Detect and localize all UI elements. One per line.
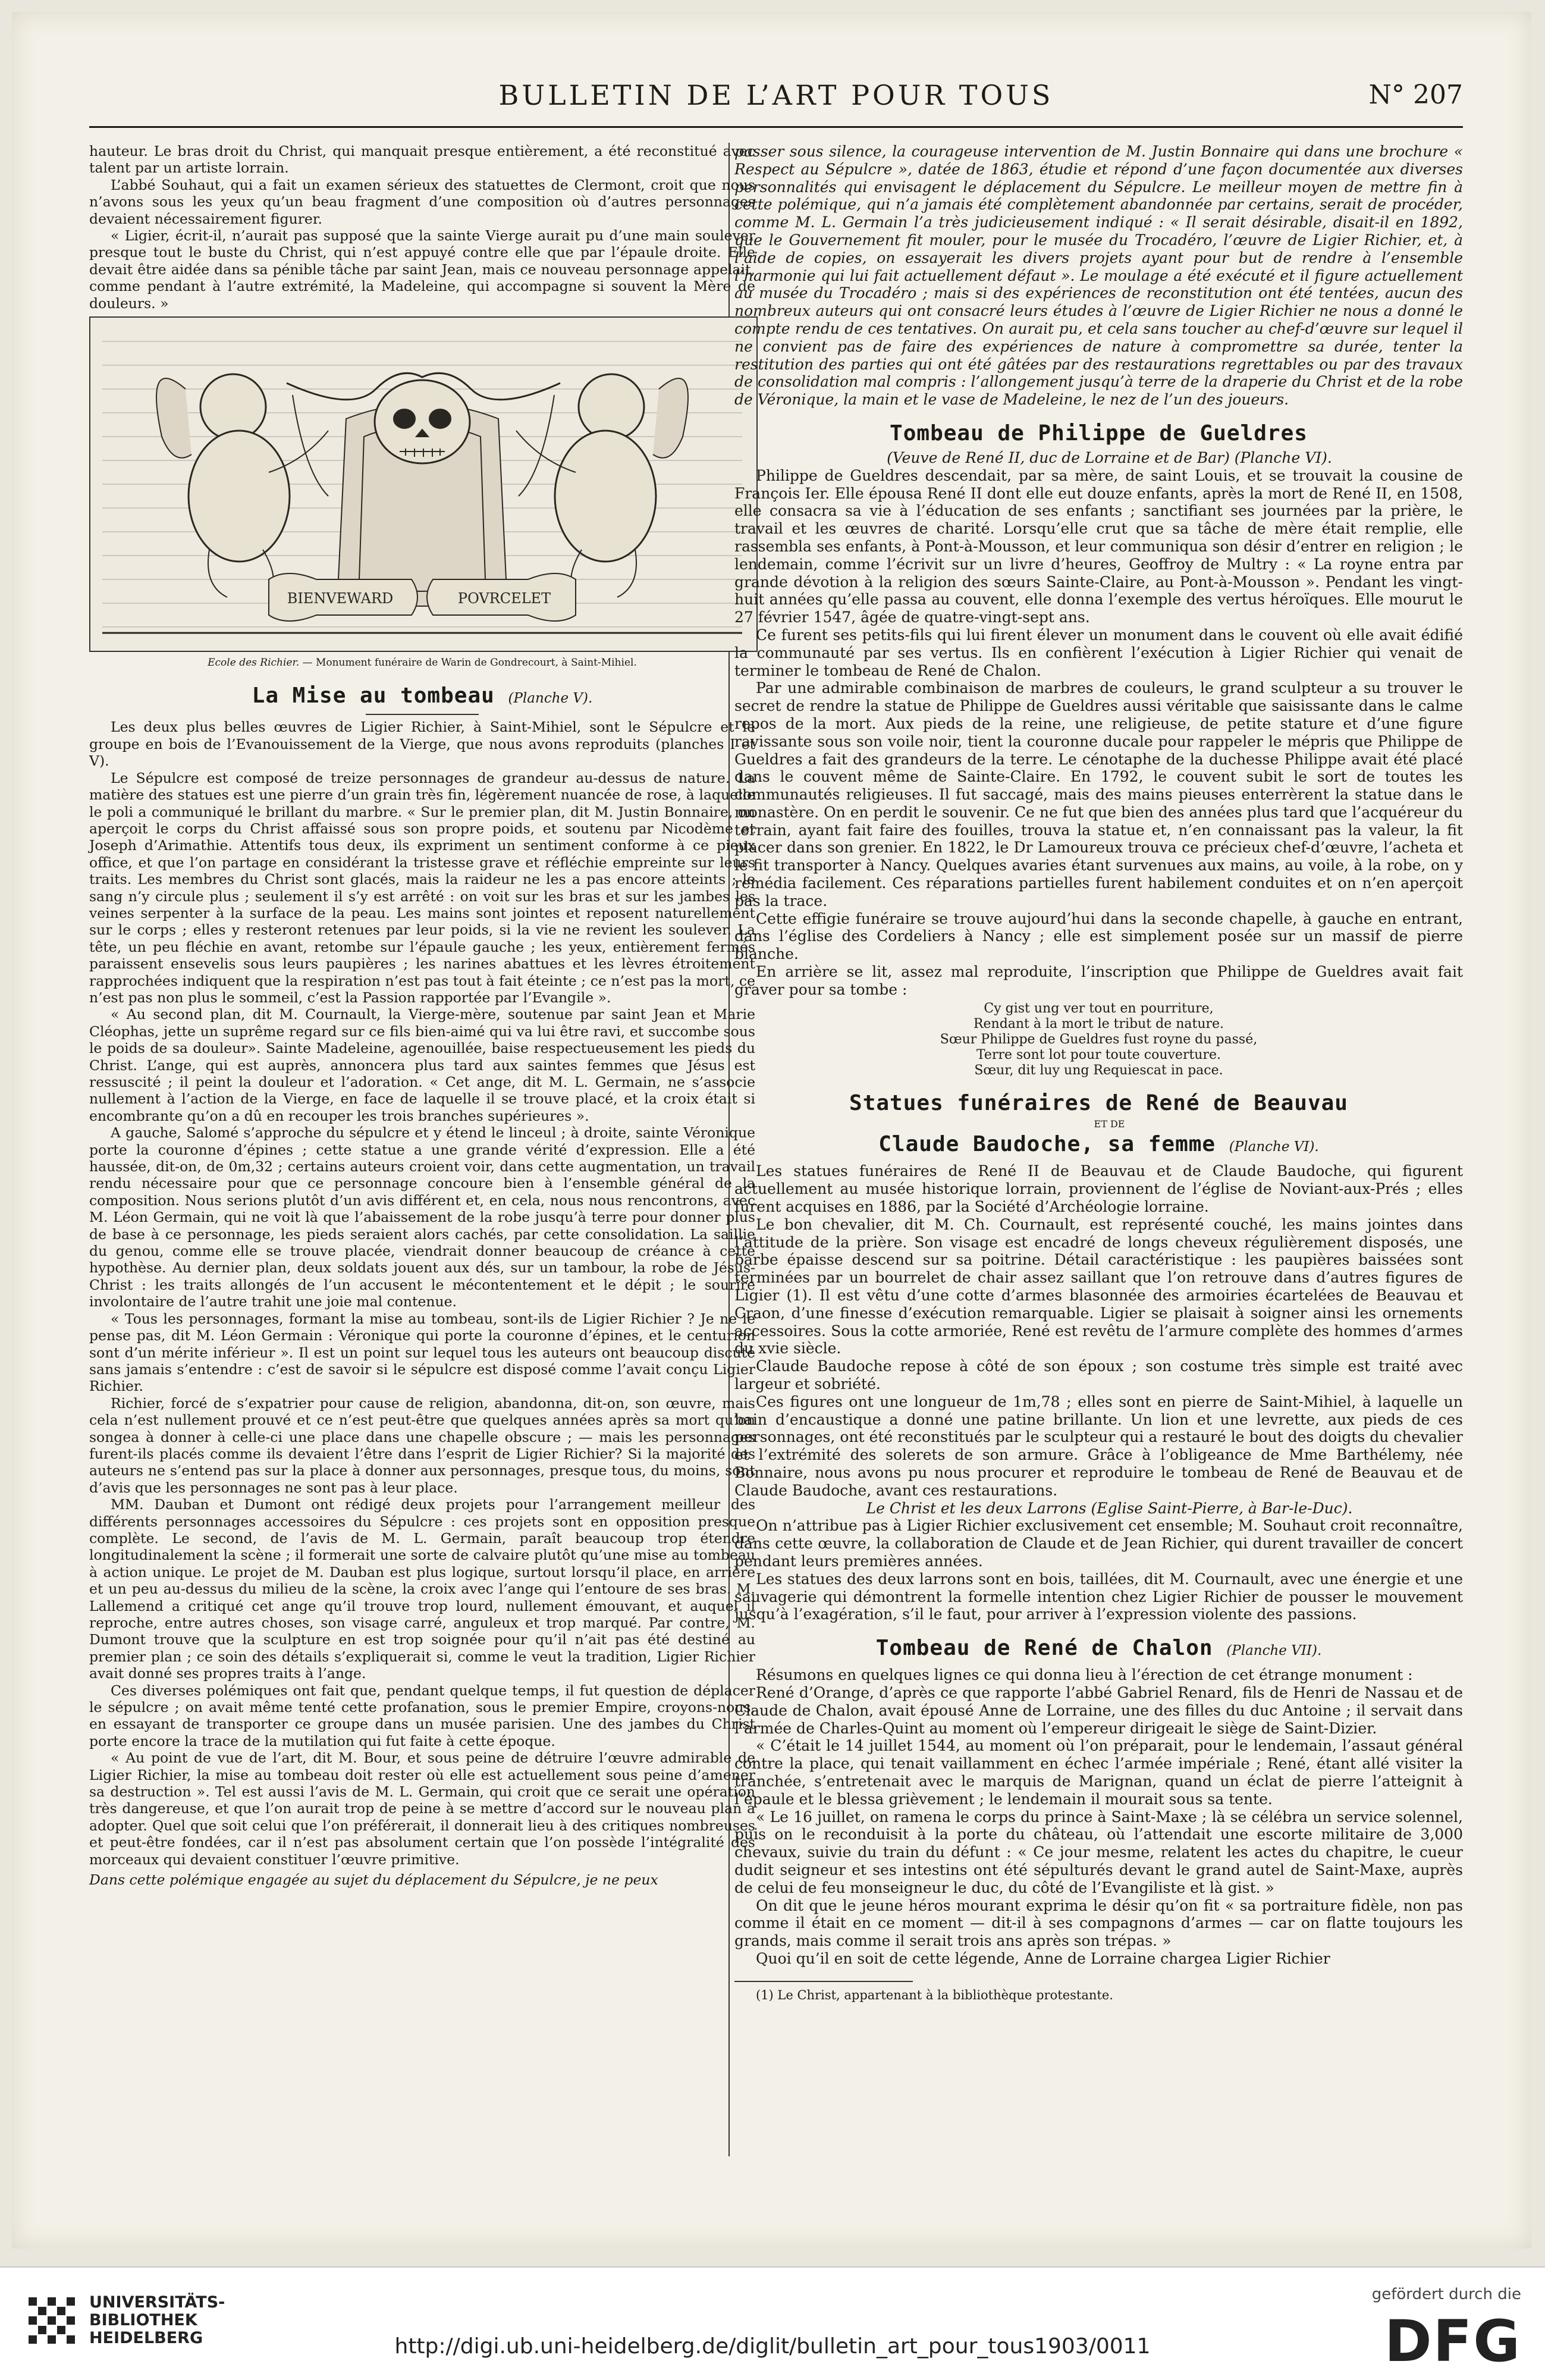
library-name-line: HEIDELBERG xyxy=(89,2329,203,2347)
paragraph: Cette effigie funéraire se trouve aujourd’hui dans la seconde chapelle, à gauche en entrant, dans l’église des Cordeliers à Nancy ; elle est simplement posée sur un massif de pierre blanche. xyxy=(734,910,1463,963)
subheading: Le Christ et les deux Larrons (Eglise Saint-Pierre, à Bar-le-Duc). xyxy=(866,1499,1353,1517)
paragraph: Les statues funéraires de René II de Beauvau et de Claude Baudoche, qui figurent actuellement au musée historique lorrain, proviennent de l’église de Noviant-aux-Prés ; elles furent acquises en 1886, par la Société d’Archéologie lorraine. xyxy=(734,1162,1463,1216)
paragraph: « Au point de vue de l’art, dit M. Bour, et sous peine de détruire l’œuvre admirable de Ligier Richier, la mise au tombeau doit rester où elle est actuellement sous peine d’amener sa destruction ». Tel est aussi l’avis de M. L. Germain, qui croit que ce serait une opération très dangereuse, et que l’on aurait trop de peine à se mettre d’accord sur le nouveau plan à adopter. Quel que soit celui que l’on préférerait, il donnerait lieu à des critiques nombreuses et peut-être fondées, car il n’est pas absolument certain que l’on possède l’intégralité des morceaux qui devaient constituer l’œuvre primitive. xyxy=(89,1749,755,1868)
poem-line: Terre sont lot pour toute couverture. xyxy=(976,1047,1221,1062)
poem-line: Sœur, dit luy ung Requiescat in pace. xyxy=(974,1062,1223,1078)
poem-line: Rendant à la mort le tribut de nature. xyxy=(973,1016,1224,1031)
dfg-logo-icon: DFG xyxy=(1384,2308,1521,2375)
caption-text: — Monument funéraire de Warin de Gondrecourt, à Saint-Mihiel. xyxy=(299,657,637,669)
paragraph: Ces figures ont une longueur de 1m,78 ; elles sont en pierre de Saint-Mihiel, à laquelle un bain d’encaustique a donné une patine brillante. Un lion et une levrette, aux pieds de ces personnages, ont été reconstitués par le sculpteur qui a restauré le bout des doigts du chevalier et l’extrémité des solerets de son armure. Grâce à l’obligeance de Mme Barthélemy, née Bonnaire, nous avons pu nous procurer et reproduire le tombeau de René de Beauvau et de Claude Baudoche, avant ces restaurations. xyxy=(734,1393,1463,1499)
page-header xyxy=(89,71,1463,119)
section-title: Tombeau de René de Chalon xyxy=(875,1636,1213,1661)
scroll-inscription-left: BIENVEWARD xyxy=(287,590,394,607)
section-title: Claude Baudoche, sa femme xyxy=(878,1132,1216,1157)
paragraph: Claude Baudoche repose à côté de son époux ; son costume très simple est traité avec largeur et sobriété. xyxy=(734,1357,1463,1393)
paragraph: Quoi qu’il en soit de cette légende, Anne de Lorraine chargea Ligier Richier xyxy=(756,1949,1330,1967)
paragraph: passer sous silence, la courageuse intervention de M. Justin Bonnaire qui dans une brochure « Respect au Sépulcre », datée de 1863, étudie et répond d’une façon documentée aux diverses personnalités qui envisagent le déplacement du Sépulcre. Le meilleur moyen de mettre fin à cette polémique, qui n’a jamais été complètement abandonnée par certains, serait de procéder, comme M. L. Germain l’a très judicieusement indiqué : « Il serait désirable, disait-il en 1892, que le Gouvernement fit mouler, pour le musée du Trocadéro, l’œuvre de Ligier Richier, et, à l’aide de copies, on essayerait les divers projets ayant pour but de rendre à l’ensemble l’harmonie qui lui fait actuellement défaut ». Le moulage a été exécuté et il figure actuellement au musée du Trocadéro ; mais si des expériences de reconstitution ont été tentées, aucun des nombreux auteurs qui ont consacré leurs études à l’œuvre de Ligier Richier ne nous a donné le compte rendu de ces tentatives. On aurait pu, et cela sans toucher au chef-d’œuvre sur lequel il ne convient pas de faire des expériences de nature à compromettre sa durée, tenter la restitution des parties qui ont été gâtées par des restaurations regrettables ou par des travaux de consolidation mal compris : l’allongement jusqu’à terre de la draperie du Christ et de la robe de Véronique, la main et le vase de Madeleine, le nez de l’un des joueurs. xyxy=(734,143,1463,409)
paragraph: Les statues des deux larrons sont en bois, taillées, dit M. Cournault, avec une énergie et une sauvagerie qui démontrent la formelle intention chez Ligier Richier de pousser le mouvement jusqu’à l’exagération, s’il le faut, pour arriver à l’expression violente des passions. xyxy=(734,1570,1463,1623)
right-column xyxy=(734,143,1463,2005)
header-rule xyxy=(89,126,1463,128)
paragraph: On n’attribue pas à Ligier Richier exclusivement cet ensemble; M. Souhaut croit reconnaître, dans cette œuvre, la collaboration de Claude et de Jean Richier, qui durent travailler de concert pendant leurs premières années. xyxy=(734,1517,1463,1570)
scanned-page xyxy=(12,12,1531,2249)
left-column xyxy=(89,143,755,1889)
journal-title: BULLETIN DE L’ART POUR TOUS xyxy=(498,79,1054,111)
paragraph: On dit que le jeune héros mourant exprima le désir qu’on fit « sa portraiture fidèle, non pas comme il était en ce moment — dit-il à ses compagnons d’armes — car on flatte toujours les grands, mais comme il serait trois ans après son trépas. » xyxy=(734,1896,1463,1950)
paragraph: Par une admirable combinaison de marbres de couleurs, le grand sculpteur a su trouver le secret de rendre la statue de Philippe de Gueldres aussi véritable que saisissante dans le calme repos de la mort. Aux pieds de la reine, une religieuse, de petite stature et d’une figure ravissante sous son voile noir, tient la couronne ducale pour rappeler le mépris que Philippe de Gueldres a fait des grandeurs de la terre. Le cénotaphe de la duchesse Philippe avait été placé dans le couvent même de Sainte-Claire. En 1792, le couvent subit le sort de toutes les communautés religieuses. Il fut saccagé, mais des mains pieuses enterrèrent la statue dans le monastère. On en perdit le souvenir. Ce ne fut que bien des années plus tard que l’acquéreur du terrain, ayant fait faire des fouilles, trouva la statue et, n’en connaissant pas la valeur, la fit placer dans son grenier. En 1822, le Dr Lamoureux trouva ce précieux chef-d’œuvre, l’acheta et le fit transporter à Nancy. Quelques avaries étant survenues aux mains, au voile, à la robe, on y remédia facilement. Ces réparations partielles furent habilement conduites et on n’en aperçoit pas la trace. xyxy=(734,679,1463,910)
paragraph: Ces diverses polémiques ont fait que, pendant quelque temps, il fut question de déplacer le sépulcre ; on avait même tenté cette profanation, sous le premier Empire, croyons-nous, en essayant de transporter ce groupe dans un musée parisien. Une des jambes du Christ porte encore la trace de la mutilation qui fut faite à cette époque. xyxy=(89,1682,755,1749)
section-heading xyxy=(734,1636,1463,1663)
section-subtitle: (Veuve de René II, duc de Lorraine et de Bar) (Planche VI). xyxy=(887,449,1332,466)
digital-library-link[interactable]: http://digi.ub.uni-heidelberg.de/diglit/bulletin_art_pour_tous1903/0011 xyxy=(394,2334,1151,2359)
paragraph: MM. Dauban et Dumont ont rédigé deux projets pour l’arrangement meilleur des différents personnages accessoires du Sépulcre : ces projets sont en opposition presque complète. Le second, de l’avis de M. L. Germain, paraît beaucoup trop étendre longitudinalement la scène ; il formerait une sorte de calvaire plutôt qu’une mise au tombeau à action unique. Le projet de M. Dauban est plus logique, surtout lorsqu’il place, en arrière et un peu au-dessus du milieu de la scène, la croix avec l’ange qui l’entoure de ses bras. M. Lallemend a critiqué cet ange qu’il trouve trop lourd, nullement émouvant, et auquel il reproche, entre autres choses, son visage carré, anguleux et trop marqué. Par contre, M. Dumont trouve que la sculpture en est trop soignée pour qu’il n’ait pas été destiné au premier plan ; ce soin des détails s’expliquerait si, comme le veut la tradition, Ligier Richier avait donné ses propres traits à l’ange. xyxy=(89,1496,755,1682)
paragraph: Le Sépulcre est composé de treize personnages de grandeur au-dessus de nature. La matière des statues est une pierre d’un grain très fin, légèrement nuancée de rose, à laquelle le poli a communiqué le brillant du marbre. « Sur le premier plan, dit M. Justin Bonnaire, on aperçoit le corps du Christ affaissé sous son propre poids, et soutenu par Nicodème et Joseph d’Arimathie. Attentifs tous deux, ils expriment un sentiment conforme à ce pieux office, et que l’on partage en considérant la tristesse grave et réfléchie empreinte sur leurs traits. Les membres du Christ sont glacés, mais la raideur ne les a pas encore atteints ; le sang n’y circule plus ; seulement il s’y est arrêté : on voit sur les bras et sur les jambes les veines serpenter à la surface de la peau. Les mains sont jointes et reposent naturellement sur le corps ; elles y resteront retenues par leur poids, si la vie ne revient les soulever. La tête, un peu fléchie en avant, retombe sur l’épaule gauche ; les yeux, entièrement fermés paraissent ensevelis sous leurs paupières ; les narines abattues et les lèvres étroitement rapprochées indiquent que la respiration n’est pas tout à fait éteinte ; ce n’est pas la mort, ce n’est pas non plus le sommeil, c’est la Passion rapportée par l’Evangile ». xyxy=(89,769,755,1006)
paragraph: L’abbé Souhaut, qui a fait un examen sérieux des statuettes de Clermont, croit que nous n’avons sous les yeux qu’un beau fragment d’une composition où d’autres personnages devaient nécessairement figurer. xyxy=(89,176,755,227)
section-rule xyxy=(366,714,479,715)
heading-conjunction: ET DE xyxy=(1094,1118,1125,1130)
funding-label: gefördert durch die xyxy=(1371,2285,1521,2303)
section-heading: Tombeau de Philippe de Gueldres xyxy=(890,421,1308,446)
footnote: (1) Le Christ, appartenant à la bibliothèque protestante. xyxy=(756,1987,1113,2002)
paragraph: « Au second plan, dit M. Cournault, la Vierge-mère, soutenue par saint Jean et Marie Cléophas, jette un suprême regard sur ce fils bien-aimé qui va lui être ravi, et succombe sous le poids de sa douleur». Sainte Madeleine, agenouillée, baise respectueusement les pieds du Christ. L’ange, qui est auprès, annoncera plus tard aux saintes femmes que Jésus est ressuscité ; il peint la douleur et l’adoration. « Cet ange, dit M. L. Germain, ne s’associe nullement à l’action de la Vierge, en face de laquelle il se trouve placé, et la croix était si encombrante qu’on a dû en recouper les trois branches supérieures ». xyxy=(89,1006,755,1124)
paragraph: Ce furent ses petits-fils qui lui firent élever un monument dans le couvent où elle avait édifié la communauté par ses vertus. Ils en confièrent l’exécution à Ligier Richier qui venait de terminer le tombeau de René de Chalon. xyxy=(734,626,1463,679)
paragraph: Le bon chevalier, dit M. Ch. Cournault, est représenté couché, les mains jointes dans l’attitude de la prière. Son visage est encadré de longs cheveux régulièrement disposés, une barbe épaisse descend sur sa poitrine. Détail caractéristique : les paupières baissées sont terminées par un bourrelet de chair assez saillant que l’on retrouve dans d’autres figures de Ligier (1). Il est vêtu d’une cotte d’armes blasonnée des armoiries écartelées de Beauvau et Craon, d’une finesse d’exécution remarquable. Ligier se plaisait à soigner ainsi les ornements accessoires. Sous la cotte armoriée, René est revêtu de l’armure complète des hommes d’armes du xvie siècle. xyxy=(734,1215,1463,1357)
paragraph: En arrière se lit, assez mal reproduite, l’inscription que Philippe de Gueldres avait fait graver pour sa tombe : xyxy=(734,963,1463,998)
plate-reference: (Planche VI). xyxy=(1229,1139,1319,1155)
page-number: N° 207 xyxy=(1368,80,1463,110)
library-name-line: BIBLIOTHEK xyxy=(89,2311,197,2329)
poem-line: Sœur Philippe de Gueldres fust royne du passé, xyxy=(940,1031,1258,1047)
paragraph: A gauche, Salomé s’approche du sépulcre et y étend le linceul ; à droite, sainte Véronique porte la couronne d’épines ; cette statue a une grande vérité d’expression. Elle a été haussée, dit-on, de 0m,32 ; certains auteurs croient voir, dans cette augmentation, un travail rendu nécessaire pour que ce personnage concoure bien à l’ensemble général de la composition. Nous serions plutôt d’un avis différent et, en cela, nous nous rencontrons, avec M. Léon Germain, qui ne voit là que l’abaissement de la robe jusqu’à terre pour donner plus de base à ce personnage, les pieds seraient alors cachés, par cette consolidation. La saillie du genou, comme elle se trouve placée, viendrait donner beaucoup de créance à cette hypothèse. Au dernier plan, deux soldats jouent aux dés, sur un tambour, la robe de Jésus-Christ : les traits allongés de l’un accusent le mécontentement et le dépit ; le sourire involontaire de l’autre trahit une joie mal contenue. xyxy=(89,1124,755,1310)
paragraph: « Ligier, écrit-il, n’aurait pas supposé que la sainte Vierge aurait pu d’une main soulever presque tout le buste du Christ, qui n’est appuyé contre elle que par l’épaule droite. Elle devait être aidée dans sa pénible tâche par saint Jean, mais ce nouveau personnage appelait, comme pendant à l’autre extrémité, la Madeleine, qui accompagne si souvent la Mère de douleurs. » xyxy=(89,227,755,312)
plate-reference: (Planche VII). xyxy=(1226,1643,1322,1659)
paragraph: Dans cette polémique engagée au sujet du déplacement du Sépulcre, je ne peux xyxy=(89,1871,658,1889)
section-heading xyxy=(89,684,755,710)
paragraph: « C’était le 14 juillet 1544, au moment où l’on préparait, pour le lendemain, l’assaut général contre la place, qui tenait vaillamment en échec l’armée impériale ; René, étant allé visiter la tranchée, s’entretenait avec le marquis de Marignan, quand un éclat de pierre l’atteignit à l’épaule et le blessa grièvement ; le lendemain il mourait sous sa tente. xyxy=(734,1737,1463,1808)
footnote-rule xyxy=(734,1981,913,1982)
digitization-footer xyxy=(0,2266,1545,2380)
caption-school: Ecole des Richier. xyxy=(208,657,300,669)
figure-caption xyxy=(89,654,755,671)
paragraph: Résumons en quelques lignes ce qui donna lieu à l’érection de cet étrange monument : xyxy=(756,1666,1413,1684)
engraving-figure xyxy=(89,316,758,652)
monument-engraving xyxy=(90,318,754,648)
paragraph: « Le 16 juillet, on ramena le corps du prince à Saint-Maxe ; là se célébra un service solennel, puis on le reconduisit à la porte du château, où l’attendait une escorte militaire de 3,000 chevaux, suivie du train du défunt : « Ce jour mesme, relatent les actes du chapitre, le cueur dudit seigneur et ses intestins ont été sépulturés devant le grand autel de Saint-Maxe, auprès de celui de feu monseigneur le duc, du côté de l’Evangiliste et là gist. » xyxy=(734,1808,1463,1896)
poem-line: Cy gist ung ver tout en pourriture, xyxy=(984,1001,1214,1016)
section-heading: Statues funéraires de René de Beauvau xyxy=(849,1090,1348,1115)
section-title: La Mise au tombeau xyxy=(252,683,495,708)
paragraph: Richier, forcé de s’expatrier pour cause de religion, abandonna, dit-on, son œuvre, mais cela n’est nullement prouvé et ce n’est peut-être que quelques années après sa mort qu’on songea à donner à celle-ci une place dans une chapelle obscure ; — mais les personnages furent-ils placés comme ils devaient l’être dans l’esprit de Ligier Richier? Si la majorité des auteurs ne s’entend pas sur la place à donner aux personnages, presque tous, du moins, sont d’avis que les personnages ne sont pas à leur place. xyxy=(89,1394,755,1496)
library-name-line: UNIVERSITÄTS- xyxy=(89,2293,225,2312)
paragraph: « Tous les personnages, formant la mise au tombeau, sont-ils de Ligier Richier ? Je ne le pense pas, dit M. Léon Germain : Véronique qui porte la couronne d’épines, et le centurion sont d’un mérite inférieur ». Il est un point sur lequel tous les auteurs ont beaucoup discuté sans jamais s’entendre : c’est de savoir si le sépulcre est disposé comme l’avait conçu Ligier Richier. xyxy=(89,1310,755,1395)
scroll-inscription-right: POVRCELET xyxy=(457,590,551,607)
epitaph-poem xyxy=(734,1001,1463,1078)
section-heading xyxy=(734,1133,1463,1159)
paragraph: René d’Orange, d’après ce que rapporte l’abbé Gabriel Renard, fils de Henri de Nassau et de Claude de Chalon, avait épousé Anne de Lorraine, une des filles du duc Antoine ; il servait dans l’armée de Charles-Quint au moment où l’empereur dirigeait le siège de Saint-Dizier. xyxy=(734,1683,1463,1737)
paragraph: Les deux plus belles œuvres de Ligier Richier, à Saint-Mihiel, sont le Sépulcre et le groupe en bois de l’Evanouissement de la Vierge, que nous avons reproduits (planches I et V). xyxy=(89,719,755,770)
paragraph: Philippe de Gueldres descendait, par sa mère, de saint Louis, et se trouvait la cousine de François Ier. Elle épousa René II dont elle eut douze enfants, après la mort de René II, en 1508, elle consacra sa vie à l’éducation de ses enfants ; sanctifiant ses journées par la prière, le travail et les œuvres de charité. Lorsqu’elle crut que sa tâche de mère était remplie, elle rassembla ses enfants, à Pont-à-Mousson, et leur communiqua son désir d’entrer en religion ; le lendemain, comme l’écrivit sur un livre d’heures, Geoffroy de Multry : « La royne entra par grande dévotion à la religion des sœurs Sainte-Claire, au Pont-à-Mousson ». Pendant les vingt-huit années qu’elle passa au couvent, elle donna l’exemple des vertus héroïques. Elle mourut le 27 février 1547, âgée de quatre-vingt-sept ans. xyxy=(734,466,1463,626)
paragraph: hauteur. Le bras droit du Christ, qui manquait presque entièrement, a été reconstitué avec talent par un artiste lorrain. xyxy=(89,143,755,177)
plate-reference: (Planche V). xyxy=(508,691,593,707)
